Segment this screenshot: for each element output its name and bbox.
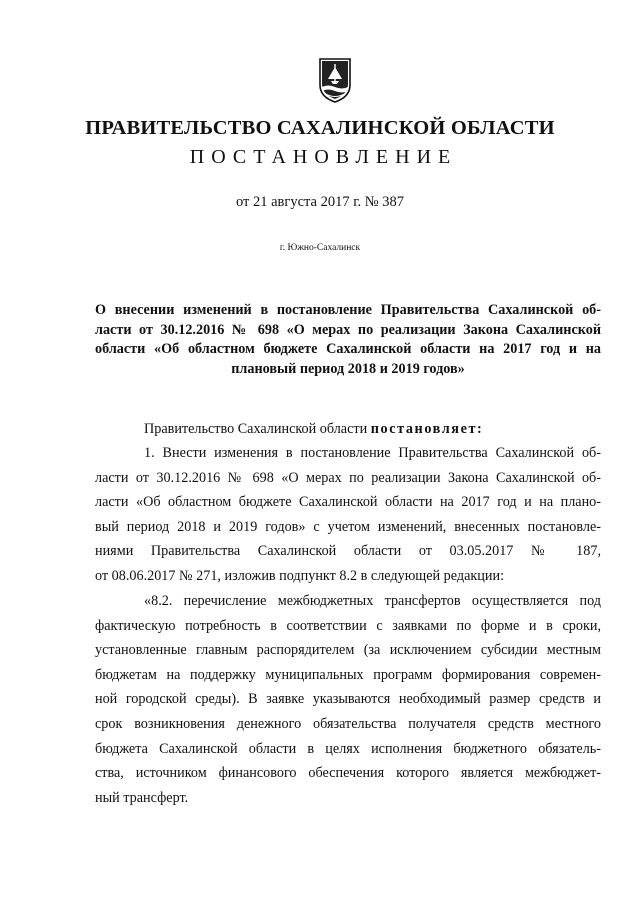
subject-line: ласти от 30.12.2016 № 698 «О мерах по реализации Закона Сахалинской	[95, 321, 601, 338]
document-type: ПОСТАНОВЛЕНИЕ	[189, 146, 458, 168]
preamble	[95, 417, 601, 442]
paragraph-line: ниями Правительства Сахалинской области от 03.05.2017 № 187,	[95, 543, 601, 560]
paragraph-line: ласти от 30.12.2016 № 698 «О мерах по реализации Закона Сахалинской об-	[95, 469, 601, 486]
government-title: ПРАВИТЕЛЬСТВО САХАЛИНСКОЙ ОБЛАСТИ	[85, 117, 555, 139]
paragraph-line: ной городской среды). В заявке указываются необходимый размер средств и	[95, 691, 601, 708]
paragraph-line: ный трансферт.	[95, 789, 189, 806]
paragraph-line: «8.2. перечисление межбюджетных трансфертов осуществляется под	[144, 593, 601, 609]
document-date-number: от 21 августа 2017 г. № 387	[235, 194, 405, 210]
item-1-paragraph	[95, 441, 601, 589]
paragraph-line: от 08.06.2017 № 271, изложив подпункт 8.2 в следующей редакции:	[95, 567, 505, 584]
paragraph-line: бюджетам на поддержку муниципальных программ формирования современ-	[95, 666, 601, 683]
document-city: г. Южно-Сахалинск	[279, 243, 361, 253]
preamble-emphasis: постановляет:	[370, 421, 484, 437]
item-8-2-paragraph	[95, 589, 601, 810]
paragraph-line: срок возникновения денежного обязательства получателя средств местного	[95, 715, 601, 732]
coat-of-arms-icon	[318, 57, 352, 103]
paragraph-line: фактическую потребность в соответствии с заявками по форме и в сроки,	[95, 617, 601, 634]
paragraph-line: ласти «Об областном бюджете Сахалинской области на 2017 год и на плано-	[95, 494, 601, 511]
subject-line: плановый период 2018 и 2019 годов»	[231, 360, 465, 377]
paragraph-line: ства, источником финансового обеспечения которого является межбюджет-	[95, 765, 601, 782]
paragraph-line: бюджета Сахалинской области в целях исполнения бюджетного обязатель-	[95, 740, 601, 757]
subject-line: области «Об областном бюджете Сахалинской области на 2017 год и на	[95, 341, 601, 357]
document-subject	[95, 301, 601, 379]
paragraph-line: вый период 2018 и 2019 годов» с учетом изменений, внесенных постановле-	[95, 518, 601, 535]
preamble-text: Правительство Сахалинской области	[144, 421, 368, 437]
paragraph-line: установленные главным распорядителем (за исключением субсидии местным	[95, 642, 601, 659]
subject-line: О внесении изменений в постановление Правительства Сахалинской об-	[95, 302, 601, 318]
paragraph-line: 1. Внести изменения в постановление Правительства Сахалинской об-	[144, 445, 601, 461]
